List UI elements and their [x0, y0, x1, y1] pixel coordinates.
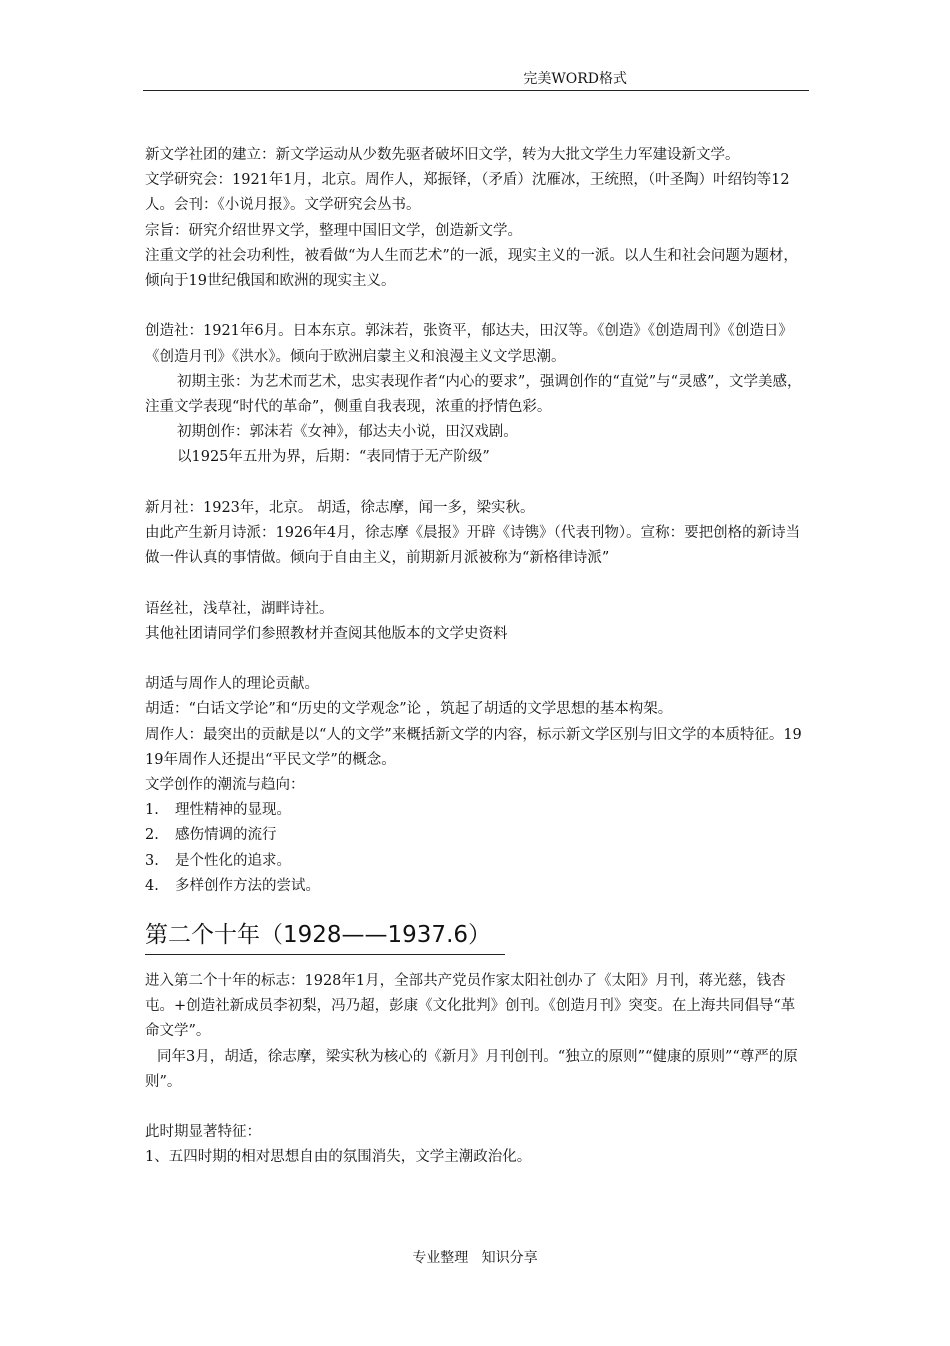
paragraph: 语丝社，浅草社，湖畔诗社。: [145, 600, 334, 617]
paragraph: 此时期显著特征：: [145, 1124, 261, 1141]
footer-text: 专业整理 知识分享: [412, 1250, 538, 1266]
paragraph: 新文学社团的建立：新文学运动从少数先驱者破坏旧文学，转为大批文学生力军建设新文学。: [145, 147, 740, 163]
paragraph: 以1925年五卅为界，后期：“表同情于无产阶级”: [177, 449, 490, 466]
document-body: [145, 143, 809, 1171]
paragraph: 初期创作：郭沫若《女神》，郁达夫小说，田汉戏剧。: [177, 424, 518, 441]
list-number: 1.: [145, 802, 159, 819]
paragraph: 新月社：1923年，北京。 胡适，徐志摩，闻一多，梁实秋。: [145, 499, 535, 516]
paragraph: 创造社：1921年6月。日本东京。郭沫若，张资平，郁达夫，田汉等。《创造》《创造周刊》《创造日》《创造月刊》《洪水》。倾向于欧洲启蒙主义和浪漫主义文学思潮。: [145, 323, 793, 365]
paragraph: 文学创作的潮流与趋向：: [145, 777, 305, 794]
list-item: [145, 823, 809, 848]
paragraph: 其他社团请同学们参照教材并查阅其他版本的文学史资料: [145, 625, 508, 642]
paragraph: 胡适：“白话文学论”和“历史的文学观念”论 ，筑起了胡适的文学思想的基本构架。: [145, 701, 673, 718]
paragraph: 注重文学的社会功利性，被看做“为人生而艺术”的一派，现实主义的一派。以人生和社会问题为题材，倾向于19世纪俄国和欧洲的现实主义。: [145, 247, 798, 290]
list-text: 感伤情调的流行: [175, 827, 277, 844]
list-number: 2.: [145, 827, 159, 844]
paragraph: 1、五四时期的相对思想自由的氛围消失，文学主潮政治化。: [145, 1149, 532, 1166]
blank-line: [145, 571, 809, 596]
blank-line: [145, 471, 809, 496]
header-text: 完美WORD格式: [523, 71, 627, 87]
paragraph: 文学研究会：1921年1月，北京。周作人，郑振铎，（矛盾）沈雁冰，王统照，（叶圣陶）叶绍钧等12人。会刊：《小说月报》。文学研究会丛书。: [145, 172, 790, 214]
paragraph: 由此产生新月诗派：1926年4月，徐志摩《晨报》开辟《诗镌》（代表刊物）。宣称：要把创格的新诗当做一件认真的事情做。倾向于自由主义，前期新月派被称为“新格律诗派”: [145, 525, 801, 567]
list-item: [145, 798, 809, 823]
paragraph: 周作人：最突出的贡献是以“人的文学”来概括新文学的内容，标示新文学区别与旧文学的本质特征。1919年周作人还提出“平民文学”的概念。: [145, 726, 802, 768]
list-text: 理性精神的显现。: [175, 802, 291, 819]
list-item: [145, 874, 809, 899]
list-number: 3.: [145, 852, 159, 869]
paragraph: 初期主张：为艺术而艺术，忠实表现作者“内心的要求”，强调创作的“直觉”与“灵感”，文学美感，注重文学表现“时代的革命”，侧重自我表现，浓重的抒情色彩。: [145, 373, 802, 416]
list-number: 4.: [145, 877, 159, 894]
list-text: 是个性化的追求。: [175, 852, 291, 869]
blank-line: [145, 294, 809, 319]
blank-line: [145, 1095, 809, 1120]
paragraph: 胡适与周作人的理论贡献。: [145, 676, 319, 693]
paragraph: 同年3月，胡适，徐志摩，梁实秋为核心的《新月》月刊创刊。“独立的原则”“健康的原则”“尊严的原则”。: [145, 1048, 798, 1090]
paragraph: 进入第二个十年的标志：1928年1月，全部共产党员作家太阳社创办了《太阳》月刊，蒋光慈，钱杏屯。+创造社新成员李初梨，冯乃超，彭康《文化批判》创刊。《创造月刊》突变。在上海共同倡导“革命文学”。: [145, 973, 796, 1040]
list-text: 多样创作方法的尝试。: [175, 877, 320, 894]
blank-line: [145, 647, 809, 672]
list-item: [145, 849, 809, 874]
page-footer: [0, 1249, 950, 1267]
section-heading: 第二个十年（1928——1937.6）: [145, 919, 505, 955]
paragraph: 宗旨：研究介绍世界文学，整理中国旧文学，创造新文学。: [145, 222, 522, 239]
page-header: [143, 70, 809, 91]
